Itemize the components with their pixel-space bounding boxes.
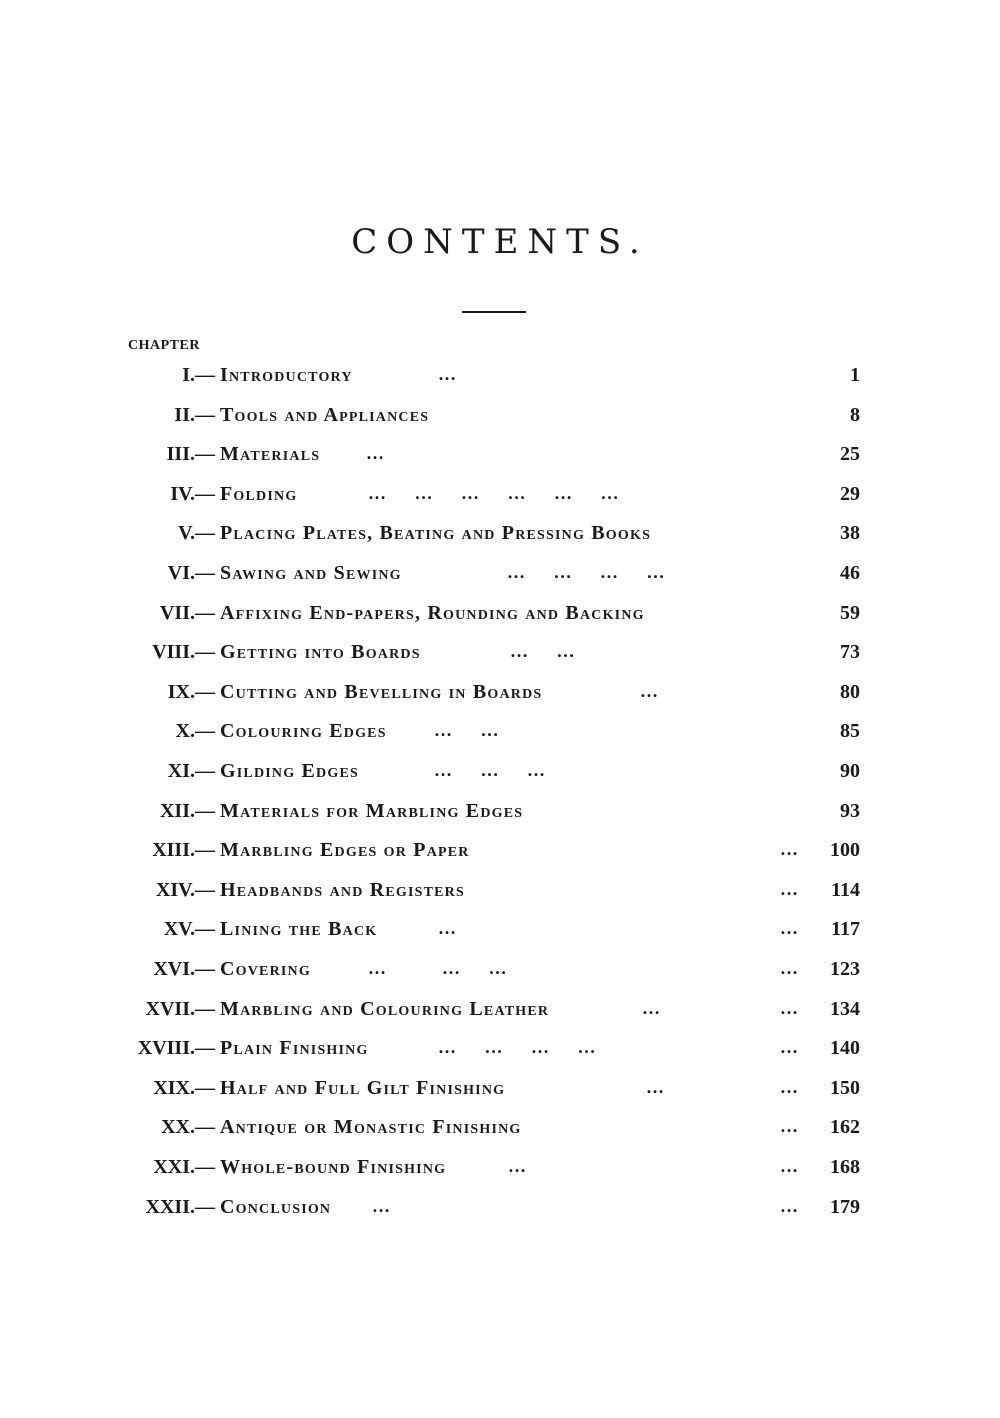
chapter-number: XIII.—	[152, 839, 215, 862]
dot-leader: … …	[510, 641, 576, 662]
toc-entry	[0, 1077, 1000, 1107]
chapter-number: VIII.—	[152, 641, 215, 664]
toc-entry	[0, 1116, 1000, 1146]
chapter-number: IV.—	[170, 482, 215, 505]
chapter-title: Whole-bound Finishing	[220, 1156, 447, 1178]
dot-leader: …	[438, 918, 457, 939]
page-dot-leader: …	[780, 1156, 798, 1176]
page-number: 29	[840, 482, 860, 505]
dot-leader: …	[372, 1195, 391, 1216]
page-dot-leader: …	[780, 997, 798, 1018]
chapter-number: VI.—	[167, 562, 215, 584]
chapter-title: Marbling and Colouring Leather	[220, 997, 550, 1020]
chapter-number: XIV.—	[155, 878, 215, 901]
chapter-number: IX.—	[167, 680, 215, 703]
toc-entry	[0, 720, 1000, 750]
chapter-number: VII.—	[159, 601, 215, 624]
chapter-title: Materials	[220, 443, 321, 466]
chapter-number: XVI.—	[153, 958, 215, 980]
chapter-title: Marbling Edges or Paper	[220, 839, 470, 862]
page-number: 123	[830, 958, 860, 980]
toc-entry	[0, 522, 1000, 552]
page-number: 117	[831, 918, 860, 941]
chapter-title: Tools and Appliances	[220, 403, 430, 426]
chapter-title: Getting into Boards	[220, 641, 421, 664]
dot-leader: … … …	[434, 760, 546, 780]
toc-entry	[0, 1037, 1000, 1067]
dot-leader: …	[646, 1076, 665, 1097]
chapter-title: Materials for Marbling Edges	[220, 799, 524, 822]
toc-entry	[0, 958, 1000, 988]
chapter-title: Half and Full Gilt Finishing	[220, 1076, 506, 1099]
page-number: 38	[840, 522, 860, 545]
toc-entry	[0, 681, 1000, 711]
chapter-number: XVIII.—	[137, 1037, 215, 1060]
page-dot-leader: …	[780, 918, 798, 939]
dot-leader: … … …	[368, 958, 508, 978]
chapter-number: XVII.—	[145, 997, 215, 1020]
chapter-title: Introductory	[220, 364, 353, 386]
chapter-title: Cutting and Bevelling in Boards	[220, 680, 543, 703]
chapter-title: Gilding Edges	[220, 760, 359, 782]
toc-entry	[0, 404, 1000, 434]
chapter-number: XV.—	[163, 918, 215, 941]
page-dot-leader: …	[780, 1076, 798, 1097]
dot-leader: …	[508, 1156, 527, 1176]
chapter-title: Plain Finishing	[220, 1037, 369, 1060]
page-number: 73	[840, 641, 860, 664]
chapter-title: Conclusion	[220, 1195, 332, 1218]
page-number: 140	[830, 1037, 860, 1060]
chapter-column-heading: CHAPTER	[128, 338, 200, 353]
page-dot-leader: …	[780, 839, 798, 860]
toc-entry	[0, 483, 1000, 513]
toc-entry	[0, 839, 1000, 869]
chapter-number: V.—	[178, 522, 215, 545]
toc-entry	[0, 760, 1000, 790]
page-dot-leader: …	[780, 958, 798, 978]
dot-leader: … … … …	[507, 562, 666, 582]
page-number: 80	[840, 680, 860, 703]
chapter-title: Folding	[220, 482, 298, 505]
dot-leader: …	[366, 443, 385, 464]
toc-entry	[0, 918, 1000, 948]
page-number: 150	[830, 1076, 860, 1099]
dot-leader: …	[642, 997, 661, 1018]
page-dot-leader: …	[780, 1037, 798, 1058]
page-dot-leader: …	[780, 1116, 798, 1137]
page-number: 8	[850, 403, 860, 426]
page-dot-leader: …	[780, 878, 798, 899]
toc-entry	[0, 364, 1000, 394]
page-number: 85	[840, 720, 860, 743]
chapter-number: XI.—	[167, 760, 215, 782]
chapter-number: XIX.—	[153, 1076, 215, 1099]
page-number: 59	[840, 601, 860, 624]
chapter-title: Colouring Edges	[220, 720, 387, 743]
chapter-title: Antique or Monastic Finishing	[220, 1116, 522, 1139]
chapter-number: XX.—	[161, 1116, 215, 1139]
page-number: 134	[830, 997, 860, 1020]
page-number: 162	[830, 1116, 860, 1139]
chapter-title: Sawing and Sewing	[220, 562, 402, 584]
page-number: 90	[840, 760, 860, 782]
toc-entry	[0, 641, 1000, 671]
chapter-title: Headbands and Registers	[220, 878, 465, 901]
toc-entry	[0, 998, 1000, 1028]
chapter-number: X.—	[175, 720, 215, 743]
toc-entry	[0, 1156, 1000, 1186]
page-number: 1	[850, 364, 860, 386]
chapter-number: XXI.—	[153, 1156, 215, 1178]
toc-entry	[0, 562, 1000, 592]
page-number: 46	[840, 562, 860, 584]
dot-leader: … … … …	[438, 1037, 597, 1058]
page-dot-leader: …	[780, 1195, 798, 1216]
toc-entry	[0, 602, 1000, 632]
page-number: 179	[830, 1195, 860, 1218]
chapter-number: I.—	[182, 364, 215, 386]
dot-leader: … … … … … …	[368, 482, 620, 503]
chapter-title: Affixing End-papers, Rounding and Backing	[220, 601, 645, 624]
page-number: 25	[840, 443, 860, 466]
toc-entry	[0, 800, 1000, 830]
page-title: CONTENTS.	[351, 222, 649, 262]
chapter-number: XXII.—	[145, 1195, 215, 1218]
title-rule	[462, 311, 526, 313]
chapter-title: Placing Plates, Beating and Pressing Books	[220, 522, 652, 545]
toc-entry	[0, 443, 1000, 473]
chapter-title: Lining the Back	[220, 918, 378, 941]
toc-entry	[0, 1196, 1000, 1226]
dot-leader: …	[438, 364, 457, 384]
chapter-number: II.—	[174, 403, 215, 426]
dot-leader: …	[640, 680, 659, 701]
chapter-number: III.—	[166, 443, 215, 466]
page-number: 100	[830, 839, 860, 862]
page-number: 93	[840, 799, 860, 822]
chapter-number: XII.—	[159, 799, 215, 822]
toc-entry	[0, 879, 1000, 909]
page-number: 168	[830, 1156, 860, 1178]
dot-leader: … …	[434, 720, 500, 741]
chapter-title: Covering	[220, 958, 311, 980]
page-number: 114	[831, 878, 860, 901]
